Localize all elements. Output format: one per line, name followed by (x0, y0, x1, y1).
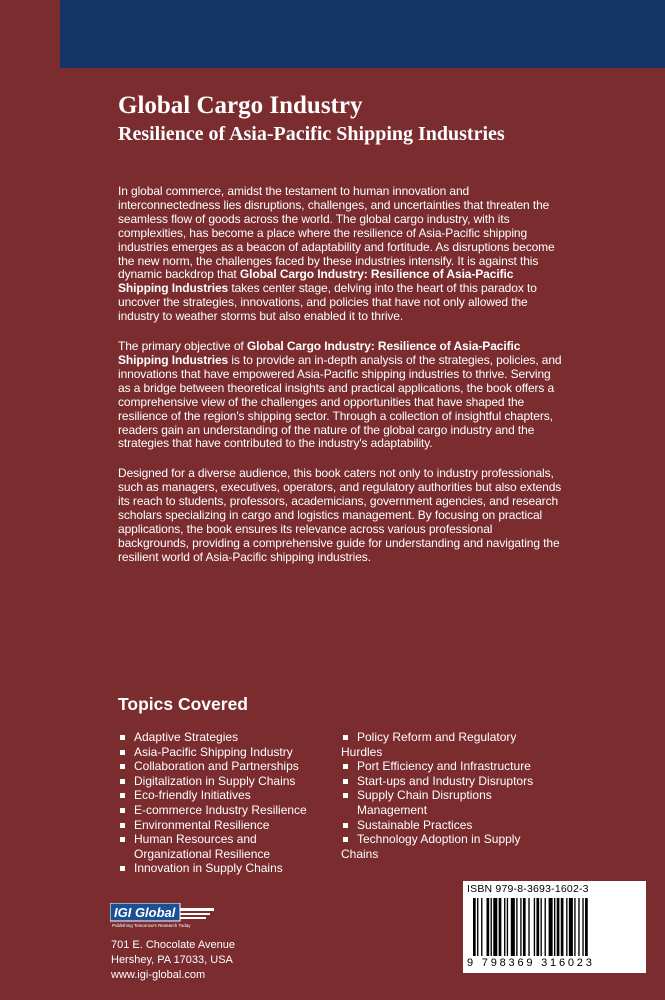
book-title-emphasis: Global Cargo Industry: Resilience of Asia-Pacific Shipping Industries (118, 339, 521, 367)
barcode-bar (511, 898, 515, 956)
topic-item (341, 774, 566, 789)
igi-global-logo (110, 903, 214, 929)
description-paragraph-1 (118, 185, 566, 324)
topic-label: Supply Chain Disruptions Management (357, 788, 492, 817)
barcode-bars (469, 898, 640, 958)
bullet-icon (343, 837, 348, 842)
topic-label: Digitalization in Supply Chains (134, 773, 296, 788)
bullet-icon (120, 779, 125, 784)
barcode-bar (504, 898, 505, 956)
barcode-bar (566, 898, 567, 956)
barcode-bar (491, 898, 492, 956)
barcode-bar (574, 898, 575, 956)
barcode-digits: 9 798369 316023 (467, 957, 595, 969)
description-paragraph-3: Designed for a diverse audience, this book caters not only to industry professionals, such as managers, executives, operators, and regulatory authorities but also extends its reach to students, professors, academicians, government agencies, and research scholars specializing in cargo and logistics management. By focusing on practical applications, the book ensures its relevance across various professional backgrounds, providing a comprehensive guide for understanding and navigating the resilient world of Asia-Pacific shipping industries. (118, 466, 562, 564)
description-text: takes center stage, delving into the heart of this paradox to uncover the strategies, innovations, and policies that have not only allowed the industry to weather storms but also enabled it to thrive. (118, 281, 537, 324)
topic-label: Policy Reform and Regulatory Hurdles (341, 730, 517, 759)
barcode-bar (557, 898, 560, 956)
topic-item (118, 745, 343, 760)
bullet-icon (343, 823, 348, 828)
bullet-icon (120, 793, 125, 798)
topic-item (341, 818, 566, 833)
barcode-bar (473, 898, 476, 956)
topic-item (118, 788, 343, 803)
bullet-icon (343, 764, 348, 769)
barcode-bar (507, 898, 508, 956)
bullet-icon (120, 764, 125, 769)
topic-item (118, 759, 343, 774)
book-title-emphasis: Global Cargo Industry: Resilience of Asia-Pacific Shipping Industries (118, 267, 514, 296)
topic-item (118, 730, 343, 745)
barcode-bar (520, 898, 521, 956)
top-color-band (60, 0, 665, 68)
title-block (118, 92, 578, 146)
svg-text:Publishing Tomorrow's Research: Publishing Tomorrow's Research Today (112, 923, 191, 928)
topic-label: Port Efficiency and Infrastructure (357, 759, 531, 774)
topic-label: Environmental Resilience (134, 817, 270, 832)
publisher-website: www.igi-global.com (111, 969, 206, 981)
barcode-bar (549, 898, 553, 956)
topic-item (341, 832, 541, 861)
topic-label: Sustainable Practices (357, 817, 473, 832)
topic-label: Asia-Pacific Shipping Industry (134, 744, 293, 759)
topic-item (118, 832, 294, 861)
book-subtitle: Resilience of Asia-Pacific Shipping Industries (118, 123, 505, 145)
barcode-bar (582, 898, 583, 956)
topics-list-left (118, 730, 343, 876)
isbn-barcode (463, 881, 646, 973)
svg-text:IGI Global: IGI Global (114, 905, 176, 920)
bullet-icon (120, 750, 125, 755)
topics-list-right (341, 730, 566, 861)
barcode-bar (481, 898, 482, 956)
book-title: Global Cargo Industry (118, 92, 363, 119)
topic-label: Eco-friendly Initiatives (134, 788, 251, 803)
topics-heading: Topics Covered (118, 694, 248, 714)
barcode-bar (528, 898, 529, 956)
barcode-bar (534, 898, 535, 956)
barcode-bar (523, 898, 526, 956)
book-description (118, 185, 566, 581)
topic-label: Human Resources and Organizational Resilience (134, 832, 271, 861)
barcode-bar (578, 898, 579, 956)
barcode-bar (554, 898, 555, 956)
bullet-icon (120, 823, 125, 828)
bullet-icon (120, 808, 125, 813)
address-line: Hershey, PA 17033, USA (111, 954, 233, 966)
barcode-bar (477, 898, 478, 956)
barcode-bar (541, 898, 542, 956)
barcode-bar (493, 898, 497, 956)
topic-item (341, 759, 566, 774)
topic-item (118, 774, 343, 789)
topic-label: Adaptive Strategies (134, 730, 239, 744)
description-text: In global commerce, amidst the testament to human innovation and interconnectedness lies disruptions, challenges, and uncertainties that threaten the seamless flow of goods across the world. The global cargo industry, with its complexities, has become a place where the resilience of Asia-Pacific shipping industries emerges as a beacon of adaptability and fortitude. As disruptions become the new norm, the challenges faced by these industries intensify. It is against this dynamic backdrop that (118, 184, 555, 282)
bullet-icon (120, 866, 125, 871)
topic-label: Start-ups and Industry Disruptors (357, 773, 534, 788)
topic-item (118, 861, 343, 876)
barcode-bar (487, 898, 490, 956)
barcode-bar (516, 898, 517, 956)
barcode-bar (536, 898, 539, 956)
topic-label: Innovation in Supply Chains (134, 861, 283, 876)
topic-label: E-commerce Industry Resilience (134, 802, 307, 817)
topic-item (118, 803, 343, 818)
bullet-icon (343, 779, 348, 784)
description-paragraph-2 (118, 340, 566, 451)
topic-label: Technology Adoption in Supply Chains (341, 832, 521, 861)
topic-item (118, 818, 343, 833)
bullet-icon (120, 735, 125, 740)
bullet-icon (343, 735, 348, 740)
barcode-bar (569, 898, 573, 956)
description-text: The primary objective of (118, 339, 247, 354)
description-text: is to provide an in-depth analysis of the strategies, policies, and innovations that have empowered Asia-Pacific shipping industries to thrive. Serving as a bridge between theoretical insights and practical applications, the book offers a comprehensive view of the challenges and opportunities that have shaped the resilience of the region's shipping sector. Through a collection of insightful chapters, readers gain an understanding of the nature of the global cargo industry and the strategies that have contributed to the industry's adaptability. (118, 352, 562, 451)
topic-label: Collaboration and Partnerships (134, 759, 299, 774)
barcode-bar (499, 898, 502, 956)
publisher-address (111, 938, 235, 983)
barcode-bar (585, 898, 588, 956)
topic-item (341, 730, 531, 759)
topic-item (341, 788, 507, 817)
isbn-label: ISBN 979-8-3693-1602-3 (467, 883, 589, 895)
bullet-icon (343, 793, 348, 798)
barcode-bar (561, 898, 564, 956)
barcode-bar (545, 898, 546, 956)
bullet-icon (120, 837, 125, 842)
address-line: 701 E. Chocolate Avenue (111, 939, 235, 951)
